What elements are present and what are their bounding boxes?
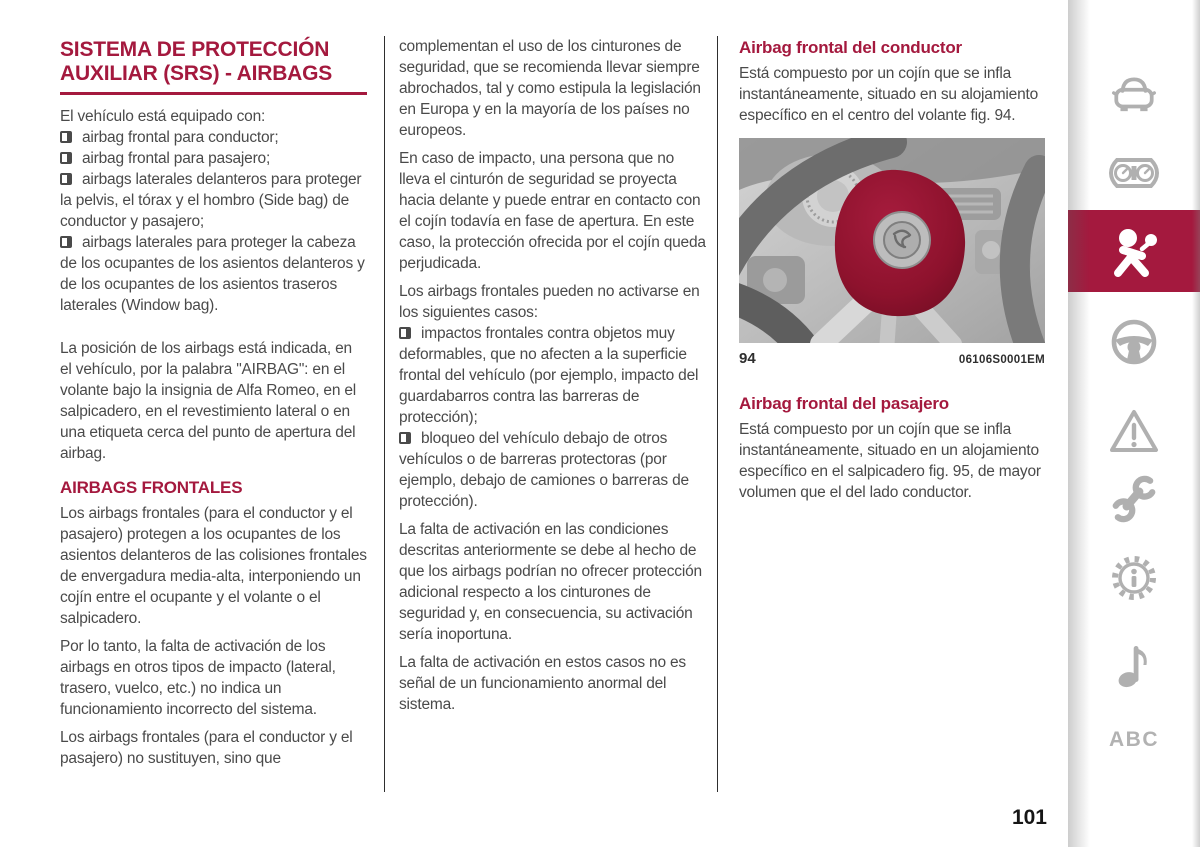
square-bullet-icon — [60, 173, 72, 185]
section-tab-sidebar — [1068, 0, 1200, 847]
list-item: airbags laterales para proteger la cabeza de los ocupantes de los asientos delanteros y de los ocupantes de los asientos traseros laterales (Window bag). — [60, 234, 365, 314]
column-left — [60, 38, 367, 776]
figure-number: 94 — [739, 350, 756, 367]
paragraph: En caso de impacto, una persona que no lleva el cinturón de seguridad se proyecta hacia delante y puede entrar en contacto con el cojín todavía en fase de apertura. En este caso, la protección ofrecida por el cojín queda perjudicada. — [399, 150, 706, 272]
intro-text: El vehículo está equipado con: — [60, 108, 266, 125]
sidebar-item-warnings[interactable] — [1068, 406, 1200, 456]
sidebar-item-safety-airbags-active[interactable] — [1068, 210, 1200, 292]
list-item: airbags laterales delanteros para proteger la pelvis, el tórax y el hombro (Side bag) de conductor y pasajero; — [60, 171, 362, 230]
sidebar-item-instrument-panel[interactable] — [1068, 150, 1200, 196]
figure-caption — [739, 350, 1045, 367]
steering-wheel-icon — [1108, 316, 1160, 368]
title-underline — [60, 92, 367, 95]
section-heading-airbags-frontales: AIRBAGS FRONTALES — [60, 478, 243, 497]
column-divider — [384, 36, 385, 792]
airbag-occupant-icon — [1108, 225, 1160, 277]
sidebar-item-vehicle[interactable] — [1068, 70, 1200, 120]
square-bullet-icon — [60, 152, 72, 164]
sidebar-item-steering[interactable] — [1068, 316, 1200, 368]
paragraph: La falta de activación en estos casos no es señal de un funcionamiento anormal del sistema. — [399, 654, 686, 713]
paragraph: La falta de activación en las condiciones descritas anteriormente se debe al hecho de que los airbags podrían no ofrecer protección adicional respecto a los cinturones de seguridad y, en consecuencia, su activación sería inoportuna. — [399, 521, 702, 643]
abc-index-label: ABC — [1109, 728, 1159, 751]
paragraph: Está compuesto por un cojín que se infla instantáneamente, situado en un alojamiento específico en el salpicadero fig. 95, de mayor volumen que el del lado conductor. — [739, 421, 1041, 501]
list-item: airbag frontal para conductor; — [60, 127, 367, 148]
gear-info-icon — [1108, 552, 1160, 604]
column-right — [739, 38, 1047, 503]
instrument-panel-icon — [1108, 150, 1160, 196]
sidebar-item-alphabetical-index[interactable] — [1068, 728, 1200, 752]
steering-wheel-airbag-photo — [739, 138, 1045, 343]
paragraph: Los airbags frontales (para el conductor y el pasajero) protegen a los ocupantes de los asientos delanteros de las colisiones frontales de envergadura media-alta, interponiendo un cojín entre el ocupante y el volante o el salpicadero. — [60, 505, 367, 627]
figure-code: 06106S0001EM — [958, 354, 1045, 366]
square-bullet-icon — [399, 432, 411, 444]
heading-airbag-pasajero: Airbag frontal del pasajero — [739, 394, 949, 413]
paragraph: complementan el uso de los cinturones de seguridad, que se recomienda llevar siempre abrochados, tal y como estipula la legislación en Europa y en la mayoría de los países no europeos. — [399, 38, 701, 139]
list-item: impactos frontales contra objetos muy deformables, que no afecten a la superficie frontal del vehículo (por ejemplo, impacto del guardabarros contra las barreras de protección); — [399, 325, 699, 426]
square-bullet-icon — [60, 236, 72, 248]
paragraph: Por lo tanto, la falta de activación de los airbags en otros tipos de impacto (lateral, trasero, vuelco, etc.) no indica un funcionamiento incorrecto del sistema. — [60, 638, 336, 718]
column-middle — [399, 36, 707, 722]
music-note-icon — [1109, 638, 1159, 690]
page-title — [60, 38, 367, 85]
page-number: 101 — [1011, 806, 1047, 829]
square-bullet-icon — [399, 327, 411, 339]
sidebar-item-maintenance[interactable] — [1068, 474, 1200, 524]
sidebar-item-multimedia[interactable] — [1068, 638, 1200, 690]
list-item: bloqueo del vehículo debajo de otros vehículos o de barreras protectoras (por ejemplo, debajo de camiones o barreras de protección). — [399, 430, 689, 510]
paragraph: Los airbags frontales (para el conductor y el pasajero) no sustituyen, sino que — [60, 729, 353, 767]
square-bullet-icon — [60, 131, 72, 143]
warning-triangle-icon — [1108, 406, 1160, 456]
heading-airbag-conductor: Airbag frontal del conductor — [739, 38, 962, 57]
sidebar-item-technical-data[interactable] — [1068, 552, 1200, 604]
column-divider — [717, 36, 718, 792]
car-front-icon — [1109, 70, 1159, 120]
wrench-icon — [1109, 474, 1159, 524]
title-line-1: SISTEMA DE PROTECCIÓN — [60, 38, 330, 61]
paragraph: Está compuesto por un cojín que se infla instantáneamente, situado en su alojamiento específico en el centro del volante fig. 94. — [739, 65, 1039, 124]
paragraph: Los airbags frontales pueden no activarse en los siguientes casos: — [399, 283, 700, 321]
paragraph: La posición de los airbags está indicada, en el vehículo, por la palabra "AIRBAG": en el volante bajo la insignia de Alfa Romeo, en el salpicadero, en el revestimiento lateral o en una etiqueta cerca del punto de apertura del airbag. — [60, 340, 357, 462]
title-line-2: AUXILIAR (SRS) - AIRBAGS — [60, 61, 333, 85]
list-item: airbag frontal para pasajero; — [60, 148, 367, 169]
